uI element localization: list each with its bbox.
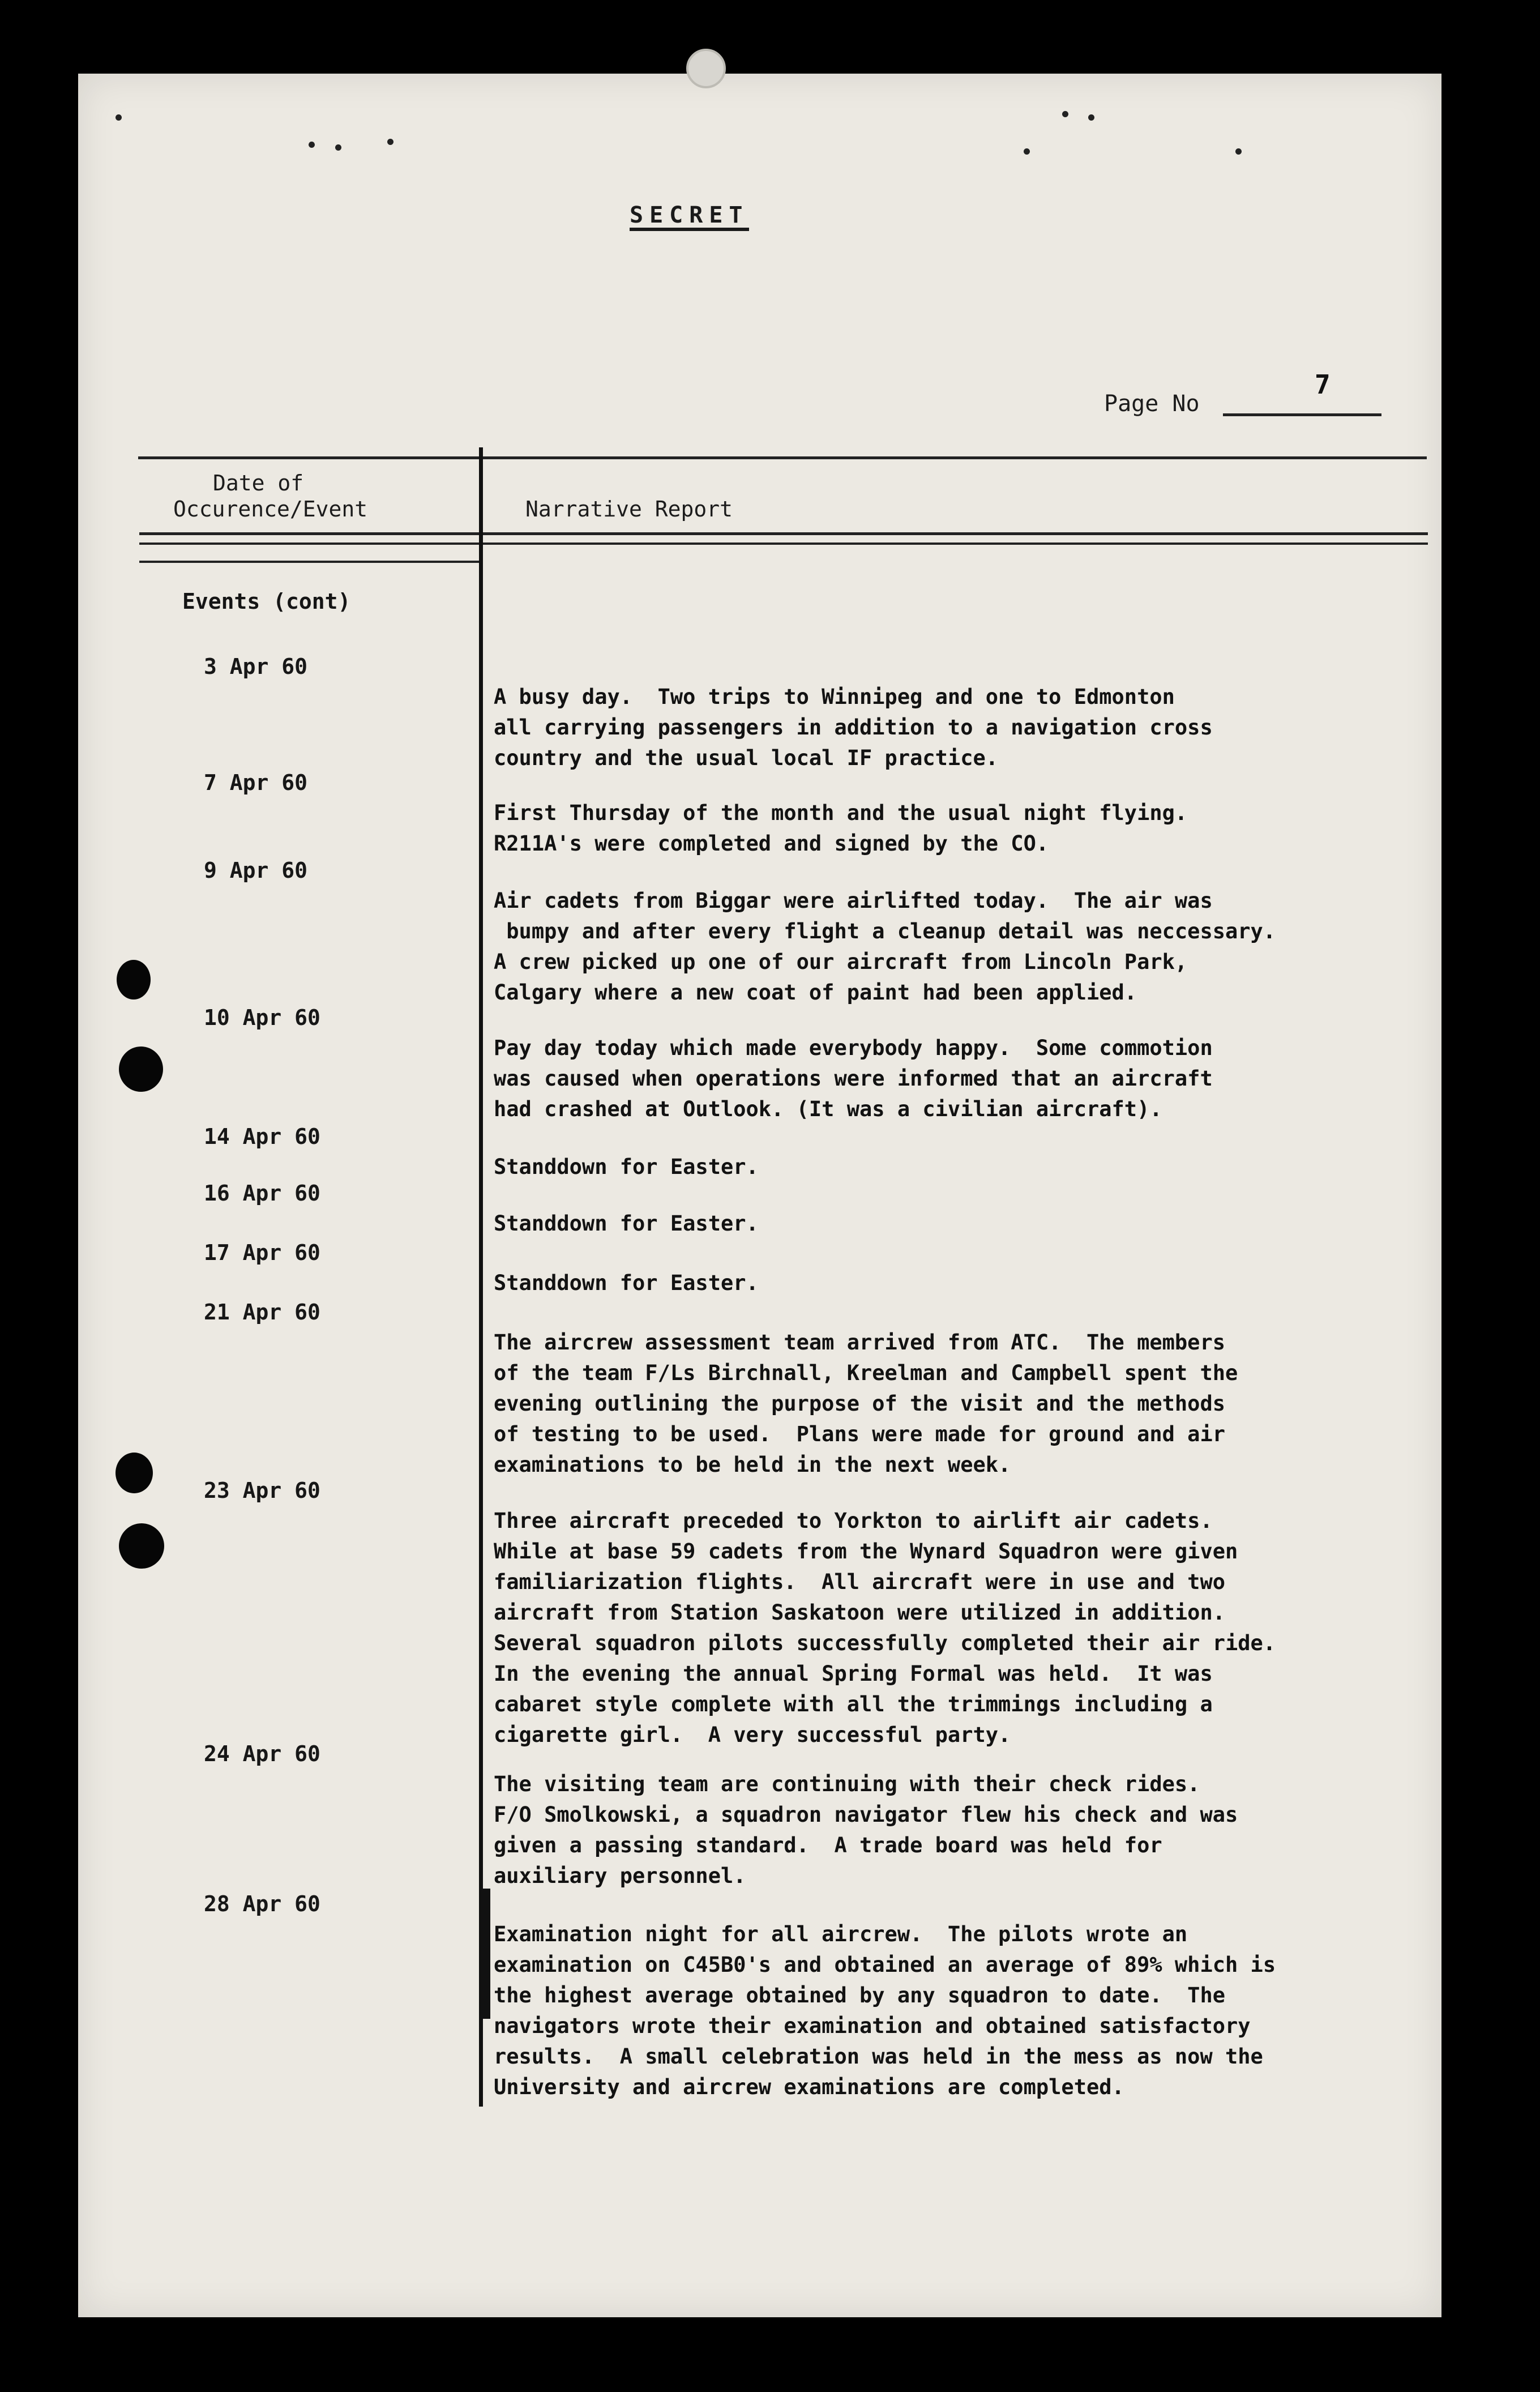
narrative-column-header: Narrative Report xyxy=(525,497,733,522)
narrative-line: given a passing standard. A trade board was held for xyxy=(494,1833,1162,1857)
binder-pin xyxy=(686,49,726,88)
narrative-line: bumpy and after every flight a cleanup detail was neccessary. xyxy=(494,919,1276,943)
narrative-line: cigarette girl. A very successful party. xyxy=(494,1723,1011,1747)
narrative-line: While at base 59 cadets from the Wynard Squadron were given xyxy=(494,1539,1238,1564)
narrative-line: familiarization flights. All aircraft were in use and two xyxy=(494,1570,1226,1594)
page-number-value: 7 xyxy=(1315,369,1331,400)
punch-hole xyxy=(119,1523,164,1569)
header-bottom-rule-2 xyxy=(139,543,1428,545)
narrative-line: the highest average obtained by any squadron to date. The xyxy=(494,1983,1226,2007)
narrative-line: Standdown for Easter. xyxy=(494,1271,759,1295)
entry-narrative xyxy=(494,1178,1411,1239)
narrative-line: cabaret style complete with all the trimmings including a xyxy=(494,1692,1213,1716)
entry-date: 21 Apr 60 xyxy=(204,1300,320,1325)
entry-narrative xyxy=(494,1739,1411,1891)
header-bottom-rule xyxy=(139,532,1428,535)
narrative-line: auxiliary personnel. xyxy=(494,1864,746,1888)
narrative-line: First Thursday of the month and the usual night flying. xyxy=(494,801,1188,825)
narrative-line: had crashed at Outlook. (It was a civilian aircraft). xyxy=(494,1097,1162,1121)
speck xyxy=(309,142,315,148)
narrative-line: country and the usual local IF practice. xyxy=(494,746,999,770)
page-number-underline xyxy=(1223,413,1381,416)
section-title: Events (cont) xyxy=(182,589,351,614)
page-number-label: Page No xyxy=(1104,391,1200,417)
entry-date: 10 Apr 60 xyxy=(204,1005,320,1030)
narrative-line: Pay day today which made everybody happy. Some commotion xyxy=(494,1036,1213,1060)
narrative-line: results. A small celebration was held in the mess as now the xyxy=(494,2044,1263,2069)
entry-date: 24 Apr 60 xyxy=(204,1741,320,1766)
entry-narrative xyxy=(494,1889,1411,2103)
header-bottom-rule-3 xyxy=(139,561,479,563)
entry-date: 28 Apr 60 xyxy=(204,1891,320,1916)
narrative-line: Air cadets from Biggar were airlifted today. The air was xyxy=(494,889,1213,913)
narrative-line: A busy day. Two trips to Winnipeg and one to Edmonton xyxy=(494,685,1175,709)
speck xyxy=(1062,111,1068,117)
narrative-line: navigators wrote their examination and obtained satisfactory xyxy=(494,2014,1251,2038)
narrative-line: University and aircrew examinations are completed. xyxy=(494,2075,1124,2099)
entry-date: 23 Apr 60 xyxy=(204,1478,320,1503)
entry-narrative xyxy=(494,855,1411,1008)
speck xyxy=(116,114,122,121)
narrative-line: Three aircraft preceded to Yorkton to airlift air cadets. xyxy=(494,1509,1213,1533)
entry-narrative xyxy=(494,1475,1411,1750)
entry-date: 9 Apr 60 xyxy=(204,858,308,883)
narrative-line: examinations to be held in the next week. xyxy=(494,1453,1011,1477)
entry-date: 16 Apr 60 xyxy=(204,1181,320,1206)
narrative-line: The aircrew assessment team arrived from ATC. The members xyxy=(494,1330,1226,1355)
narrative-line: The visiting team are continuing with their check rides. xyxy=(494,1772,1200,1796)
narrative-line: of the team F/Ls Birchnall, Kreelman and Campbell spent the xyxy=(494,1361,1238,1385)
narrative-line: was caused when operations were informed that an aircraft xyxy=(494,1066,1213,1091)
narrative-line: all carrying passengers in addition to a navigation cross xyxy=(494,715,1213,740)
entry-narrative xyxy=(494,651,1411,774)
date-column-header-line2: Occurence/Event xyxy=(173,497,368,522)
margin-mark xyxy=(482,1889,490,2019)
punch-hole xyxy=(116,1453,153,1493)
narrative-line: evening outlining the purpose of the visit and the methods xyxy=(494,1391,1226,1416)
narrative-line: of testing to be used. Plans were made for ground and air xyxy=(494,1422,1226,1446)
entry-narrative xyxy=(494,1297,1411,1480)
entry-date: 17 Apr 60 xyxy=(204,1240,320,1265)
speck xyxy=(387,139,393,145)
entry-narrative xyxy=(494,1002,1411,1125)
narrative-line: R211A's were completed and signed by the CO. xyxy=(494,831,1049,856)
narrative-line: F/O Smolkowski, a squadron navigator flew his check and was xyxy=(494,1802,1238,1827)
entry-narrative xyxy=(494,1237,1411,1298)
narrative-line: Calgary where a new coat of paint had been applied. xyxy=(494,980,1137,1005)
narrative-line: Standdown for Easter. xyxy=(494,1155,759,1179)
narrative-line: aircraft from Station Saskatoon were utilized in addition. xyxy=(494,1600,1226,1625)
entry-narrative xyxy=(494,767,1411,859)
narrative-line: Standdown for Easter. xyxy=(494,1211,759,1236)
classification-heading: SECRET xyxy=(630,204,749,231)
date-column-header-line1: Date of xyxy=(213,471,304,496)
column-divider xyxy=(479,447,483,2107)
narrative-line: examination on C45B0's and obtained an average of 89% which is xyxy=(494,1953,1276,1977)
speck xyxy=(1235,148,1242,155)
speck xyxy=(1088,114,1094,121)
speck xyxy=(335,144,341,151)
entry-date: 7 Apr 60 xyxy=(204,770,308,795)
speck xyxy=(1024,148,1030,155)
narrative-line: A crew picked up one of our aircraft from Lincoln Park, xyxy=(494,950,1188,974)
entry-date: 3 Apr 60 xyxy=(204,654,308,679)
entry-narrative xyxy=(494,1121,1411,1182)
narrative-line: Examination night for all aircrew. The pilots wrote an xyxy=(494,1922,1188,1946)
punch-hole xyxy=(119,1046,163,1092)
table-top-rule xyxy=(138,456,1427,459)
entry-date: 14 Apr 60 xyxy=(204,1124,320,1149)
narrative-line: Several squadron pilots successfully completed their air ride. xyxy=(494,1631,1276,1655)
punch-hole xyxy=(117,960,151,999)
narrative-line: In the evening the annual Spring Formal was held. It was xyxy=(494,1661,1213,1686)
